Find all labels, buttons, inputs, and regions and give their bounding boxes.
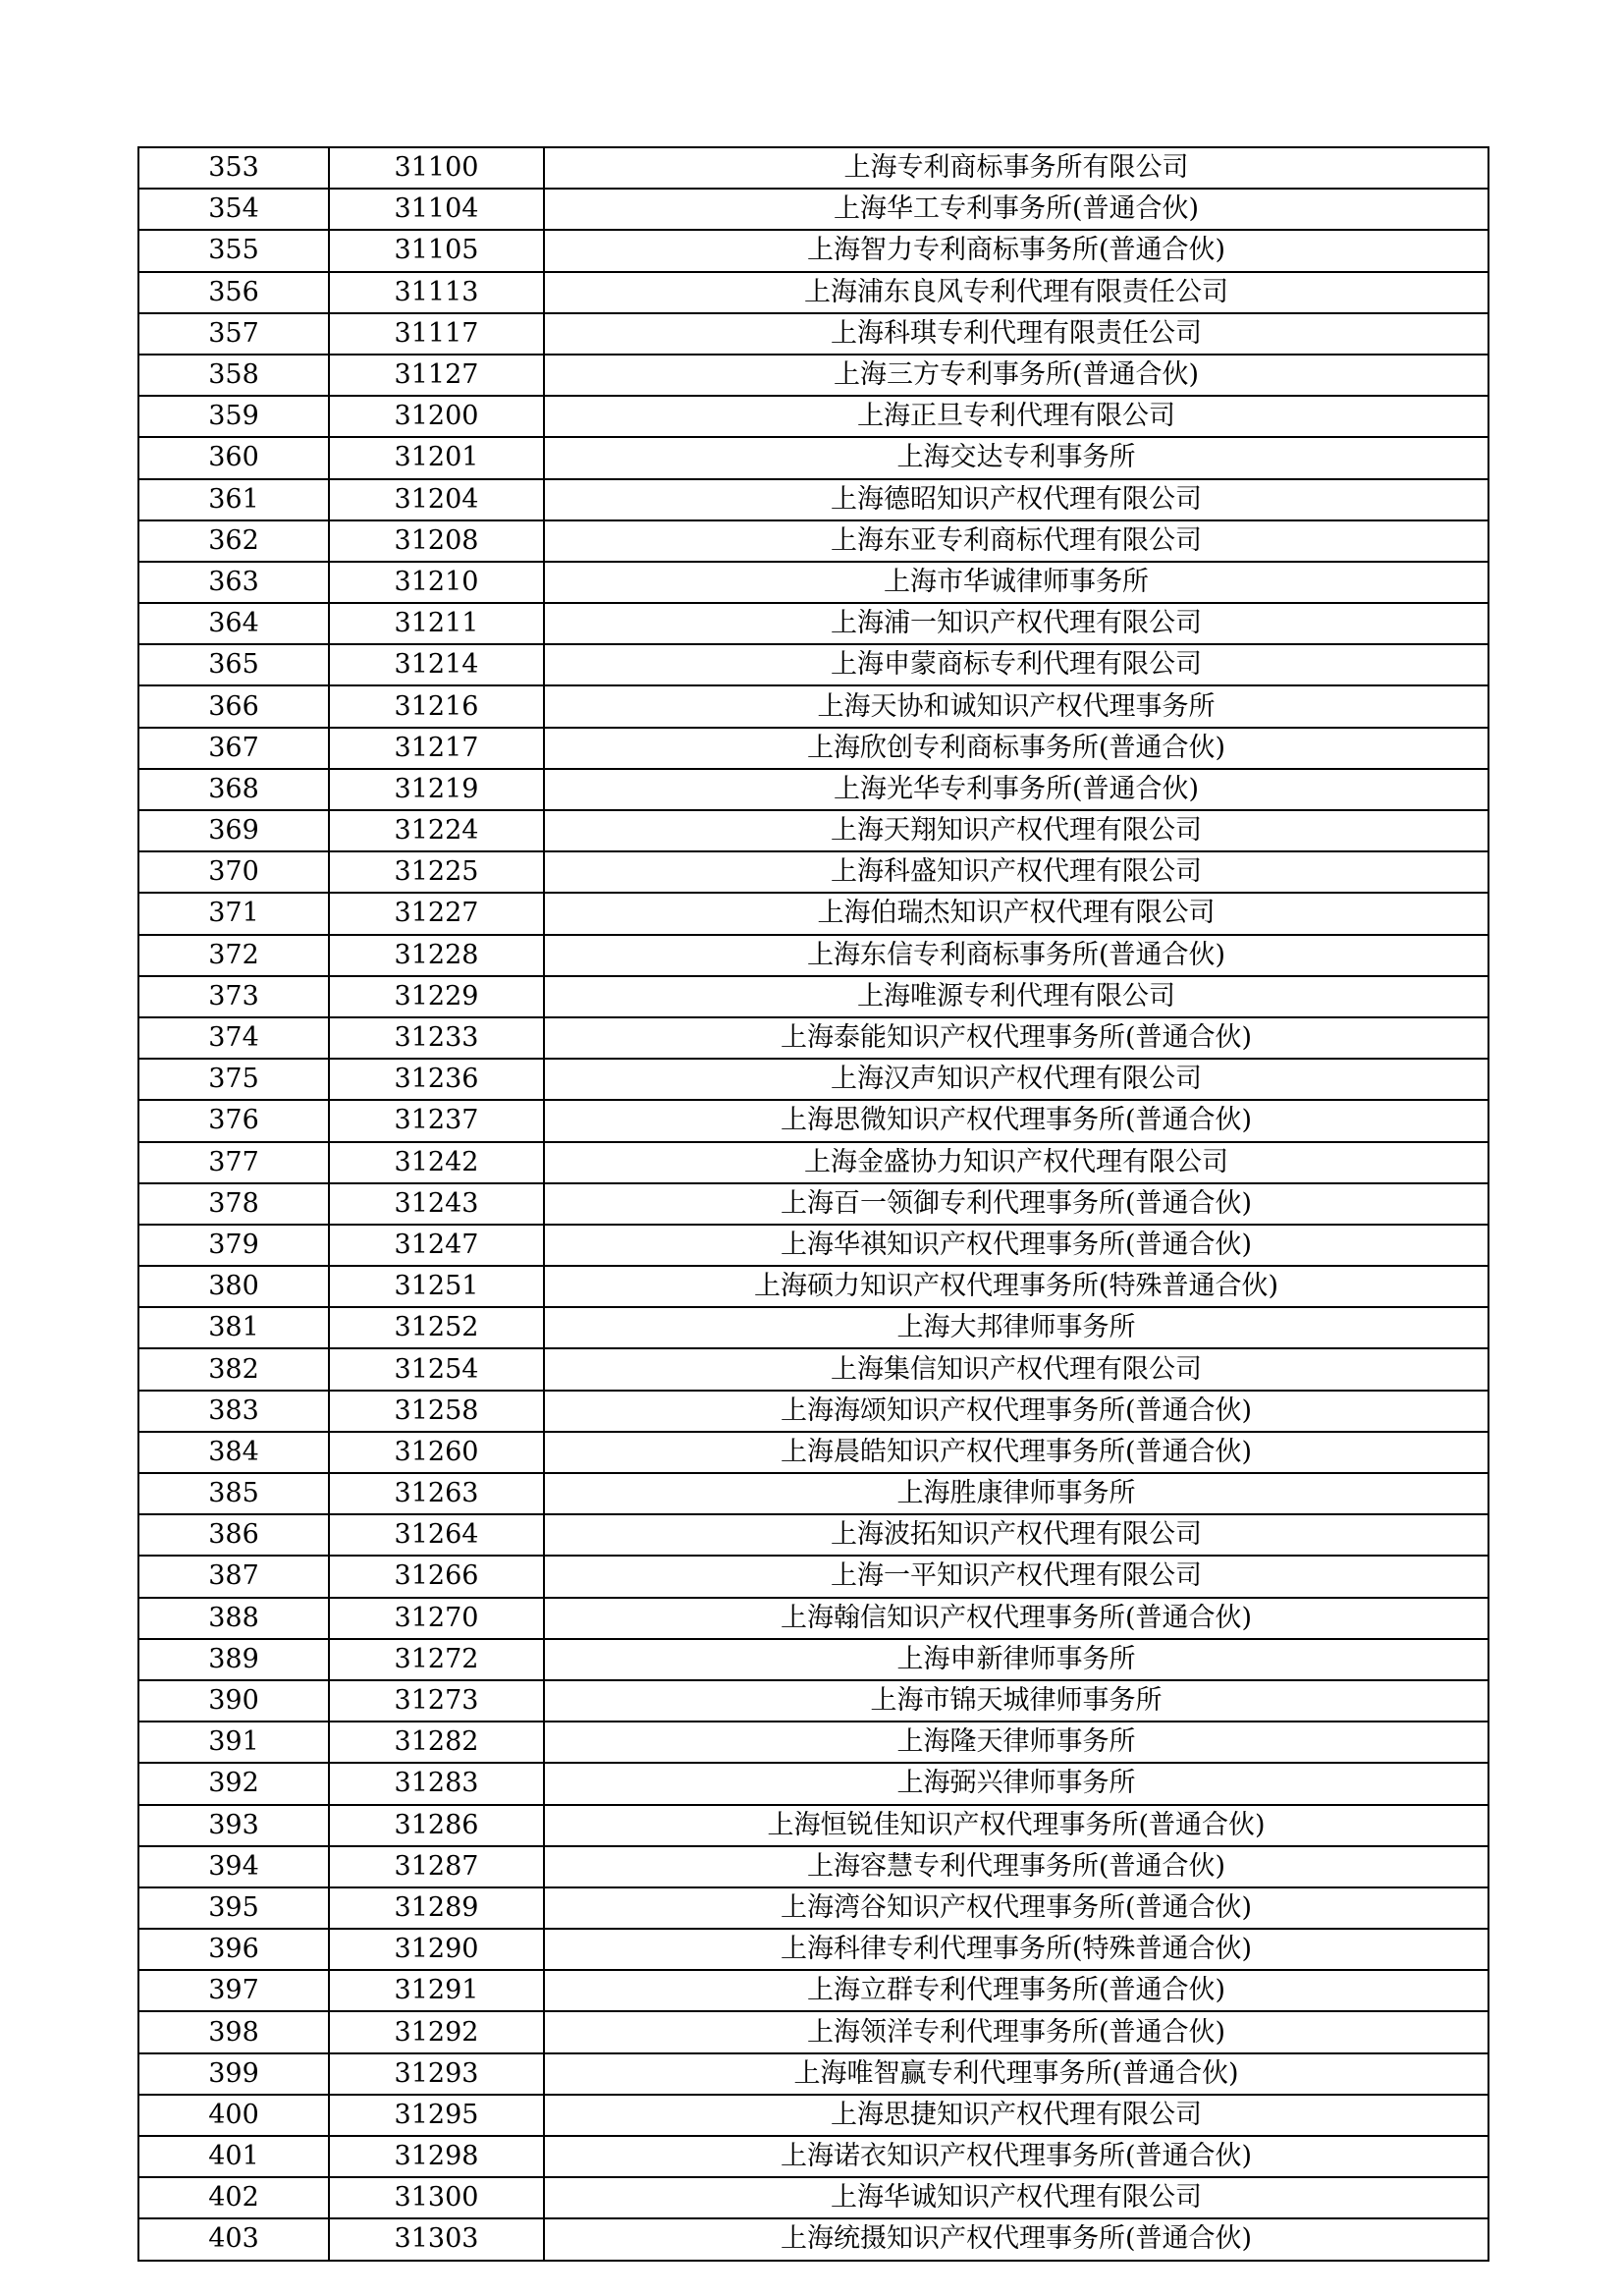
row-seq-cell: 389 — [138, 1639, 329, 1680]
row-name-cell: 上海容慧专利代理事务所(普通合伙) — [544, 1846, 1488, 1887]
table-row — [138, 935, 1488, 976]
row-seq-cell: 382 — [138, 1348, 329, 1390]
row-name-cell: 上海交达专利事务所 — [544, 437, 1488, 478]
row-seq-cell: 371 — [138, 893, 329, 934]
row-name-cell: 上海泰能知识产权代理事务所(普通合伙) — [544, 1017, 1488, 1059]
row-seq-cell: 360 — [138, 437, 329, 478]
row-seq-cell: 402 — [138, 2177, 329, 2218]
row-seq-cell: 376 — [138, 1100, 329, 1141]
table-row — [138, 1722, 1488, 1763]
row-name-cell: 上海东信专利商标事务所(普通合伙) — [544, 935, 1488, 976]
row-seq-cell: 357 — [138, 313, 329, 355]
row-name-cell: 上海申新律师事务所 — [544, 1639, 1488, 1680]
row-seq-cell: 403 — [138, 2218, 329, 2260]
row-code-cell: 31227 — [329, 893, 544, 934]
table-row — [138, 1391, 1488, 1432]
row-seq-cell: 398 — [138, 2011, 329, 2052]
row-code-cell: 31237 — [329, 1100, 544, 1141]
row-code-cell: 31210 — [329, 562, 544, 603]
row-name-cell: 上海浦一知识产权代理有限公司 — [544, 603, 1488, 644]
row-code-cell: 31200 — [329, 396, 544, 437]
row-seq-cell: 390 — [138, 1680, 329, 1722]
table-row — [138, 437, 1488, 478]
table-row — [138, 520, 1488, 562]
table-row — [138, 1846, 1488, 1887]
row-name-cell: 上海德昭知识产权代理有限公司 — [544, 479, 1488, 520]
row-seq-cell: 370 — [138, 851, 329, 893]
row-seq-cell: 392 — [138, 1763, 329, 1804]
row-seq-cell: 393 — [138, 1805, 329, 1846]
row-name-cell: 上海天协和诚知识产权代理事务所 — [544, 685, 1488, 727]
row-code-cell: 31201 — [329, 437, 544, 478]
row-code-cell: 31300 — [329, 2177, 544, 2218]
row-code-cell: 31228 — [329, 935, 544, 976]
table-row — [138, 355, 1488, 396]
row-code-cell: 31211 — [329, 603, 544, 644]
row-code-cell: 31243 — [329, 1183, 544, 1225]
row-name-cell: 上海唯源专利代理有限公司 — [544, 976, 1488, 1017]
row-name-cell: 上海市锦天城律师事务所 — [544, 1680, 1488, 1722]
row-seq-cell: 361 — [138, 479, 329, 520]
row-seq-cell: 369 — [138, 810, 329, 851]
table-row — [138, 893, 1488, 934]
row-name-cell: 上海东亚专利商标代理有限公司 — [544, 520, 1488, 562]
row-seq-cell: 386 — [138, 1514, 329, 1556]
row-name-cell: 上海智力专利商标事务所(普通合伙) — [544, 230, 1488, 271]
table-row — [138, 2011, 1488, 2052]
row-seq-cell: 387 — [138, 1556, 329, 1597]
row-seq-cell: 379 — [138, 1225, 329, 1266]
table-row — [138, 1266, 1488, 1307]
table-row — [138, 1017, 1488, 1059]
row-code-cell: 31233 — [329, 1017, 544, 1059]
row-seq-cell: 355 — [138, 230, 329, 271]
table-row — [138, 1059, 1488, 1100]
row-seq-cell: 373 — [138, 976, 329, 1017]
row-seq-cell: 367 — [138, 728, 329, 769]
table-row — [138, 2053, 1488, 2095]
row-seq-cell: 372 — [138, 935, 329, 976]
table-row — [138, 1763, 1488, 1804]
row-seq-cell: 399 — [138, 2053, 329, 2095]
table-row — [138, 1100, 1488, 1141]
row-seq-cell: 388 — [138, 1598, 329, 1639]
row-name-cell: 上海大邦律师事务所 — [544, 1307, 1488, 1348]
row-name-cell: 上海天翔知识产权代理有限公司 — [544, 810, 1488, 851]
row-code-cell: 31100 — [329, 147, 544, 189]
row-code-cell: 31117 — [329, 313, 544, 355]
row-code-cell: 31298 — [329, 2136, 544, 2177]
row-name-cell: 上海市华诚律师事务所 — [544, 562, 1488, 603]
table-row — [138, 1432, 1488, 1473]
row-seq-cell: 353 — [138, 147, 329, 189]
row-name-cell: 上海科律专利代理事务所(特殊普通合伙) — [544, 1929, 1488, 1970]
row-seq-cell: 368 — [138, 769, 329, 810]
table-row — [138, 1680, 1488, 1722]
row-name-cell: 上海隆天律师事务所 — [544, 1722, 1488, 1763]
row-code-cell: 31216 — [329, 685, 544, 727]
table-row — [138, 769, 1488, 810]
row-name-cell: 上海胜康律师事务所 — [544, 1473, 1488, 1514]
row-seq-cell: 377 — [138, 1142, 329, 1183]
row-code-cell: 31290 — [329, 1929, 544, 1970]
table-row — [138, 2218, 1488, 2260]
row-name-cell: 上海光华专利事务所(普通合伙) — [544, 769, 1488, 810]
table-row — [138, 396, 1488, 437]
row-name-cell: 上海浦东良风专利代理有限责任公司 — [544, 272, 1488, 313]
table-row — [138, 1929, 1488, 1970]
row-name-cell: 上海统摄知识产权代理事务所(普通合伙) — [544, 2218, 1488, 2260]
table-row — [138, 2095, 1488, 2136]
row-code-cell: 31229 — [329, 976, 544, 1017]
row-code-cell: 31204 — [329, 479, 544, 520]
row-code-cell: 31258 — [329, 1391, 544, 1432]
table-row — [138, 272, 1488, 313]
row-name-cell: 上海硕力知识产权代理事务所(特殊普通合伙) — [544, 1266, 1488, 1307]
row-code-cell: 31291 — [329, 1970, 544, 2011]
row-code-cell: 31283 — [329, 1763, 544, 1804]
table-row — [138, 810, 1488, 851]
row-name-cell: 上海翰信知识产权代理事务所(普通合伙) — [544, 1598, 1488, 1639]
row-code-cell: 31242 — [329, 1142, 544, 1183]
row-name-cell: 上海华工专利事务所(普通合伙) — [544, 189, 1488, 230]
row-name-cell: 上海华诚知识产权代理有限公司 — [544, 2177, 1488, 2218]
row-seq-cell: 395 — [138, 1887, 329, 1929]
row-name-cell: 上海正旦专利代理有限公司 — [544, 396, 1488, 437]
row-code-cell: 31251 — [329, 1266, 544, 1307]
row-name-cell: 上海欣创专利商标事务所(普通合伙) — [544, 728, 1488, 769]
row-seq-cell: 381 — [138, 1307, 329, 1348]
row-seq-cell: 358 — [138, 355, 329, 396]
table-row — [138, 1887, 1488, 1929]
row-code-cell: 31254 — [329, 1348, 544, 1390]
table-row — [138, 562, 1488, 603]
row-code-cell: 31282 — [329, 1722, 544, 1763]
row-name-cell: 上海波拓知识产权代理有限公司 — [544, 1514, 1488, 1556]
row-seq-cell: 401 — [138, 2136, 329, 2177]
table-row — [138, 976, 1488, 1017]
row-code-cell: 31266 — [329, 1556, 544, 1597]
row-seq-cell: 375 — [138, 1059, 329, 1100]
row-seq-cell: 366 — [138, 685, 329, 727]
row-seq-cell: 396 — [138, 1929, 329, 1970]
table-row — [138, 1598, 1488, 1639]
table-row — [138, 728, 1488, 769]
row-code-cell: 31105 — [329, 230, 544, 271]
row-code-cell: 31236 — [329, 1059, 544, 1100]
row-code-cell: 31287 — [329, 1846, 544, 1887]
row-name-cell: 上海晨皓知识产权代理事务所(普通合伙) — [544, 1432, 1488, 1473]
row-code-cell: 31104 — [329, 189, 544, 230]
row-name-cell: 上海科盛知识产权代理有限公司 — [544, 851, 1488, 893]
table-row — [138, 1307, 1488, 1348]
row-name-cell: 上海恒锐佳知识产权代理事务所(普通合伙) — [544, 1805, 1488, 1846]
table-row — [138, 603, 1488, 644]
row-name-cell: 上海金盛协力知识产权代理有限公司 — [544, 1142, 1488, 1183]
table-row — [138, 685, 1488, 727]
row-name-cell: 上海伯瑞杰知识产权代理有限公司 — [544, 893, 1488, 934]
row-code-cell: 31289 — [329, 1887, 544, 1929]
row-code-cell: 31286 — [329, 1805, 544, 1846]
table-row — [138, 1639, 1488, 1680]
row-code-cell: 31252 — [329, 1307, 544, 1348]
row-seq-cell: 391 — [138, 1722, 329, 1763]
row-seq-cell: 383 — [138, 1391, 329, 1432]
row-name-cell: 上海百一领御专利代理事务所(普通合伙) — [544, 1183, 1488, 1225]
table-row — [138, 1183, 1488, 1225]
table-row — [138, 1556, 1488, 1597]
row-seq-cell: 394 — [138, 1846, 329, 1887]
row-seq-cell: 374 — [138, 1017, 329, 1059]
row-seq-cell: 362 — [138, 520, 329, 562]
table-row — [138, 230, 1488, 271]
row-seq-cell: 363 — [138, 562, 329, 603]
row-name-cell: 上海领洋专利代理事务所(普通合伙) — [544, 2011, 1488, 2052]
row-name-cell: 上海湾谷知识产权代理事务所(普通合伙) — [544, 1887, 1488, 1929]
table-row — [138, 1514, 1488, 1556]
table-row — [138, 851, 1488, 893]
row-seq-cell: 378 — [138, 1183, 329, 1225]
row-name-cell: 上海华祺知识产权代理事务所(普通合伙) — [544, 1225, 1488, 1266]
row-code-cell: 31247 — [329, 1225, 544, 1266]
row-name-cell: 上海汉声知识产权代理有限公司 — [544, 1059, 1488, 1100]
row-name-cell: 上海科琪专利代理有限责任公司 — [544, 313, 1488, 355]
row-code-cell: 31260 — [329, 1432, 544, 1473]
table-row — [138, 1142, 1488, 1183]
row-name-cell: 上海立群专利代理事务所(普通合伙) — [544, 1970, 1488, 2011]
table-row — [138, 1225, 1488, 1266]
table-row — [138, 479, 1488, 520]
row-name-cell: 上海思捷知识产权代理有限公司 — [544, 2095, 1488, 2136]
row-name-cell: 上海集信知识产权代理有限公司 — [544, 1348, 1488, 1390]
row-code-cell: 31273 — [329, 1680, 544, 1722]
row-code-cell: 31263 — [329, 1473, 544, 1514]
table-row — [138, 1473, 1488, 1514]
row-seq-cell: 380 — [138, 1266, 329, 1307]
row-code-cell: 31264 — [329, 1514, 544, 1556]
row-code-cell: 31272 — [329, 1639, 544, 1680]
table-row — [138, 2136, 1488, 2177]
table-row — [138, 644, 1488, 685]
row-seq-cell: 384 — [138, 1432, 329, 1473]
row-name-cell: 上海思微知识产权代理事务所(普通合伙) — [544, 1100, 1488, 1141]
row-name-cell: 上海诺衣知识产权代理事务所(普通合伙) — [544, 2136, 1488, 2177]
row-seq-cell: 354 — [138, 189, 329, 230]
table-row — [138, 313, 1488, 355]
row-code-cell: 31208 — [329, 520, 544, 562]
agency-table — [137, 146, 1489, 2262]
row-name-cell: 上海唯智赢专利代理事务所(普通合伙) — [544, 2053, 1488, 2095]
row-code-cell: 31270 — [329, 1598, 544, 1639]
row-name-cell: 上海申蒙商标专利代理有限公司 — [544, 644, 1488, 685]
row-seq-cell: 364 — [138, 603, 329, 644]
table-row — [138, 1805, 1488, 1846]
row-name-cell: 上海海颂知识产权代理事务所(普通合伙) — [544, 1391, 1488, 1432]
table-row — [138, 1348, 1488, 1390]
row-code-cell: 31293 — [329, 2053, 544, 2095]
row-code-cell: 31292 — [329, 2011, 544, 2052]
row-seq-cell: 365 — [138, 644, 329, 685]
agency-table-body — [138, 147, 1488, 2261]
row-code-cell: 31224 — [329, 810, 544, 851]
row-code-cell: 31217 — [329, 728, 544, 769]
table-row — [138, 2177, 1488, 2218]
row-code-cell: 31295 — [329, 2095, 544, 2136]
row-seq-cell: 356 — [138, 272, 329, 313]
row-seq-cell: 400 — [138, 2095, 329, 2136]
row-name-cell: 上海一平知识产权代理有限公司 — [544, 1556, 1488, 1597]
row-name-cell: 上海弼兴律师事务所 — [544, 1763, 1488, 1804]
row-name-cell: 上海专利商标事务所有限公司 — [544, 147, 1488, 189]
row-name-cell: 上海三方专利事务所(普通合伙) — [544, 355, 1488, 396]
row-code-cell: 31214 — [329, 644, 544, 685]
row-code-cell: 31225 — [329, 851, 544, 893]
row-seq-cell: 397 — [138, 1970, 329, 2011]
row-code-cell: 31219 — [329, 769, 544, 810]
row-code-cell: 31303 — [329, 2218, 544, 2260]
row-code-cell: 31113 — [329, 272, 544, 313]
row-seq-cell: 385 — [138, 1473, 329, 1514]
table-row — [138, 1970, 1488, 2011]
table-row — [138, 189, 1488, 230]
row-code-cell: 31127 — [329, 355, 544, 396]
row-seq-cell: 359 — [138, 396, 329, 437]
table-row — [138, 147, 1488, 189]
